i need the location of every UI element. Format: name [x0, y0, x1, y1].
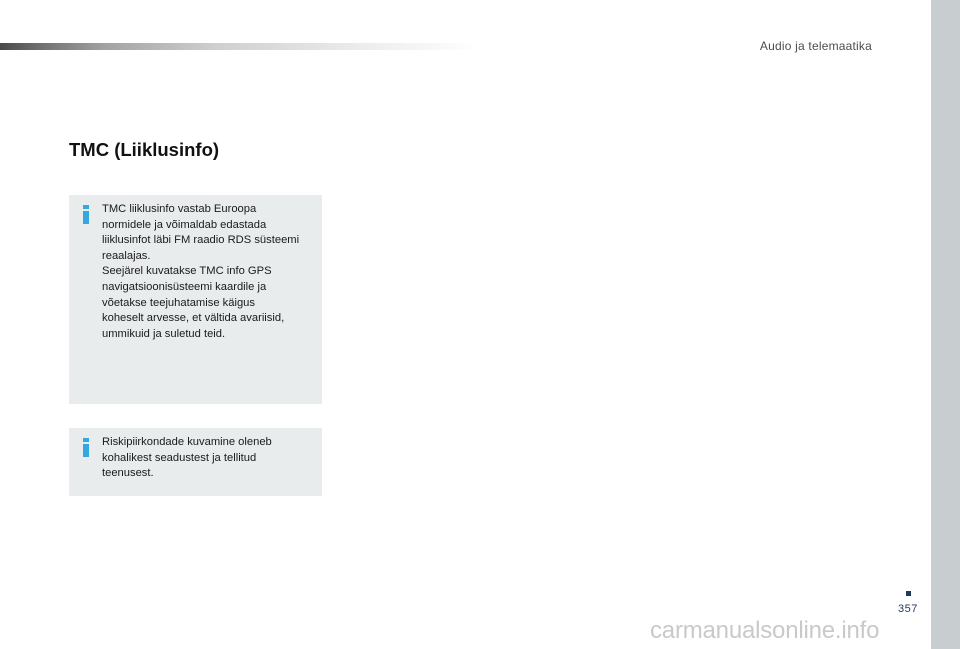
header-gradient-bar	[0, 43, 480, 50]
info-box-risk-zones	[69, 428, 322, 496]
side-tab-strip	[931, 0, 960, 649]
page-title: TMC (Liiklusinfo)	[69, 139, 220, 160]
info-icon	[82, 438, 90, 457]
info-icon	[82, 205, 90, 224]
info-text: Riskipiirkondade kuvamine oleneb kohalikest seadustest ja tellitud teenusest.	[102, 436, 272, 480]
page-marker	[906, 591, 911, 596]
info-text: TMC liiklusinfo vastab Euroopa normidele ja võimaldab edastada liiklusinfot läbi FM raadio RDS süsteemi reaalajas. Seejärel kuvatakse TMC info GPS navigatsioonisüsteemi kaardile ja võetakse teejuhatamise käigus koheselt arvesse, et vältida avariisid, ummikuid ja suletud teid.	[102, 203, 300, 340]
watermark-text: carmanualsonline.info	[650, 617, 880, 644]
section-title: Audio ja telemaatika	[759, 39, 872, 53]
page-number: 357	[898, 603, 918, 615]
info-box-tmc	[69, 195, 322, 404]
